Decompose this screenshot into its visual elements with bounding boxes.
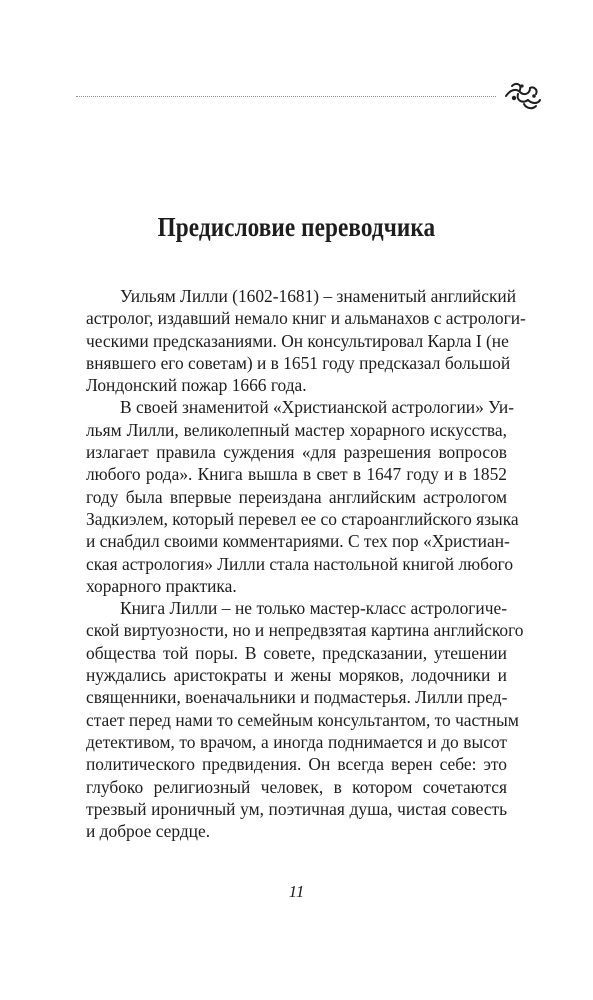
text-line: глубоко религиозный человек, в котором сочетаются <box>86 776 507 797</box>
text-line: трезвый ироничный ум, поэтичная душа, чистая совесть <box>86 798 507 819</box>
text-line: политического предвидения. Он всегда верен себе: это <box>86 754 507 775</box>
text-line: году была впервые переиздана английским астрологом <box>86 486 507 507</box>
text-line: и доброе сердце. <box>86 821 211 842</box>
text-line: общества той поры. В совете, предсказании, утешении <box>86 642 507 663</box>
text-line: и снабдил своими комментариями. С тех пор «Христиан- <box>86 531 510 552</box>
text-line: хорарного практика. <box>86 575 237 596</box>
text-line: Книга Лилли – не только мастер-класс астрологиче- <box>120 598 507 619</box>
header-rule <box>76 96 496 97</box>
body-text <box>86 285 526 842</box>
page-title: Предисловие переводчика <box>157 212 436 242</box>
text-line: льям Лилли, великолепный мастер хорарного искусства, <box>86 419 507 440</box>
text-line: В своей знаменитой «Христианской астрологии» Уи- <box>120 397 514 418</box>
text-line: Лондонский пожар 1666 года. <box>86 375 307 396</box>
text-line: любого рода». Книга вышла в свет в 1647 году и в 1852 <box>86 464 507 485</box>
text-line: стает перед нами то семейным консультантом, то частным <box>86 709 519 730</box>
text-line: Уильям Лилли (1602-1681) – знаменитый английский <box>120 286 517 306</box>
text-line: Задкиэлем, который перевел ее со староанглийского языка <box>86 508 519 529</box>
flourish-ornament-icon <box>500 76 546 114</box>
text-line: астролог, издавший немало книг и альманахов с астрологи- <box>86 308 526 329</box>
text-line: нуждались аристократы и жены моряков, лодочники и <box>86 665 507 686</box>
text-line: детективом, то врачом, а иногда поднимается и до высот <box>86 731 507 752</box>
text-line: ской виртуозности, но и непредвзятая картина английского <box>86 620 524 641</box>
text-line: священники, военачальники и подмастерья. Лилли пред- <box>86 687 508 708</box>
text-line: ская астрология» Лилли стала настольной книгой любого <box>86 553 514 574</box>
text-line: ческими предсказаниями. Он консультировал Карла I (не <box>86 330 509 351</box>
text-line: излагает правила суждения «для разрешения вопросов <box>86 442 507 463</box>
text-line: внявшего его советам) и в 1651 году предсказал большой <box>86 352 511 373</box>
page-number: 11 <box>288 882 305 901</box>
